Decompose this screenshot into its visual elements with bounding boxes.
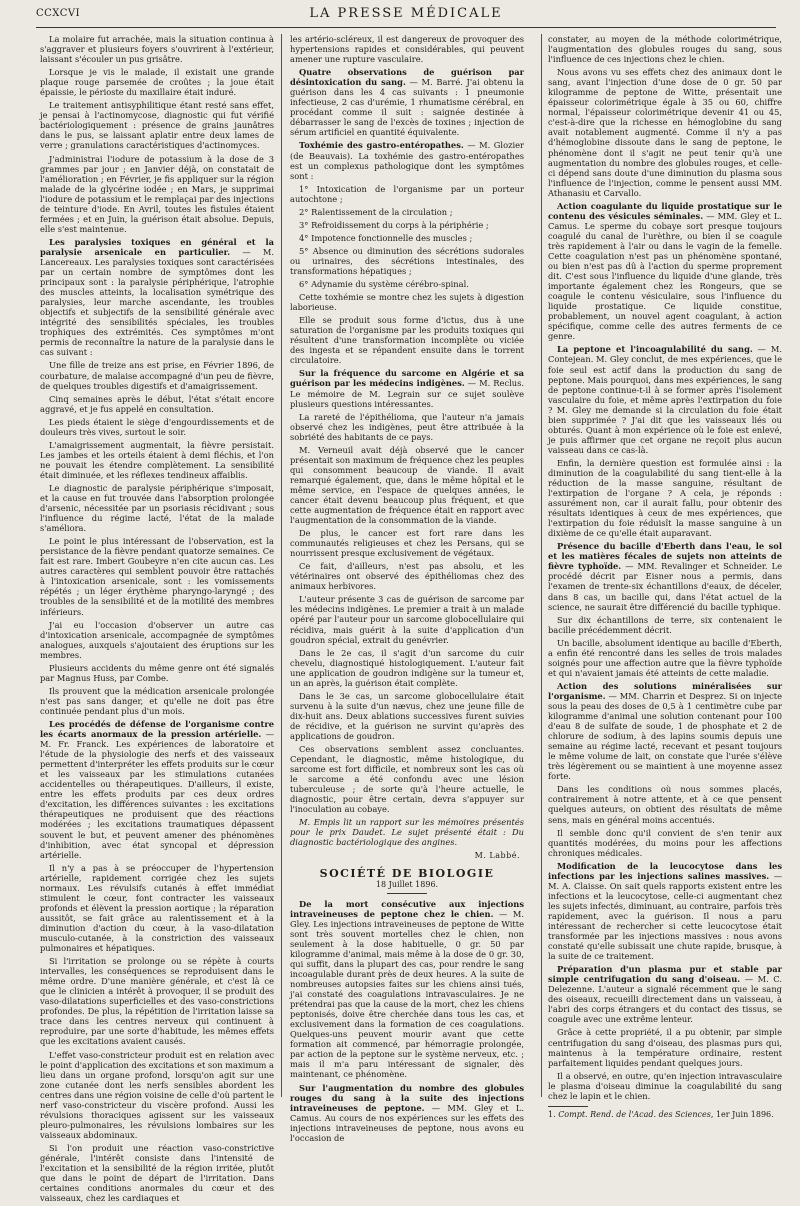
paragraph: [290, 34, 524, 64]
paragraph-text: Lorsque je vis le malade, il existait une grande plaque rouge parsemée de croûtes ; la joue était épaissie, le périoste du maxillaire était induré.: [40, 67, 274, 98]
paragraph: [40, 1143, 274, 1203]
paragraph: [548, 638, 782, 678]
paragraph-text: les artério-scléreux, il est dangereux de provoquer des hypertensions rapides et considérables, qui peuvent amener une rupture vasculaire.: [290, 34, 524, 65]
article-author: — M. Gley.: [290, 908, 524, 929]
paragraph-text: Le point le plus intéressant de l'observation, est la persistance de la fièvre pendant quatorze semaines. Ce fait est rare. Imbert Goubeyre n'en cite aucun cas. Les autres caractères qui semblent pouvoir être rattachés à l'intoxication arsenicale, sont : les vomissements répétés ; un léger érythème pharyngo-laryngé ; des troubles de la sensibilité et de la motilité des membres inférieurs.: [40, 536, 274, 617]
paragraph-text: La molaire fut arrachée, mais la situation continua à s'aggraver et plusieurs foyers s'ouvrirent à l'extérieur, laissant s'écouler un pus grisâtre.: [40, 34, 274, 65]
paragraph-text: Un bacille, absolument identique au bacille d'Eberth, a enfin été rencontré dans les selles de trois malades soignés pour une affection autre que la fièvre typhoïde et qui n'avaient jamais été atteints de cette maladie.: [548, 637, 782, 678]
paragraph: [548, 458, 782, 538]
page-number: CCXCVI: [36, 8, 81, 19]
paragraph-text: Les pieds étaient le siège d'engourdissements et de douleurs très vives, surtout le soir.: [40, 416, 274, 437]
article-author: — M. Lancereaux.: [40, 246, 274, 267]
paragraph: [40, 663, 274, 683]
paragraph: [40, 956, 274, 1046]
paragraph-text: 3° Refroidissement du corps à la périphérie ;: [299, 219, 489, 230]
paragraph-text: Elle se produit sous forme d'ictus, dus à une saturation de l'organisme par les produits toxiques qui résultent d'une transformation incomplète ou viciée des ingesta et se répandent ensuite dans le torrent circulatoire.: [290, 315, 524, 366]
article-author: — M. A. Claisse.: [548, 870, 783, 891]
paragraph-text: 2° Ralentissement de la circulation ;: [299, 206, 453, 217]
article-heading: De la mort consécutive aux injections intraveineuses de peptone chez le chien.: [290, 898, 524, 919]
article-heading: La peptone et l'incoagulabilité du sang.: [557, 344, 753, 355]
article-author: — MM. Gley et L. Camus.: [548, 210, 782, 231]
paragraph-text: La rareté de l'épithélioma, que l'auteur n'a jamais observé chez les indigènes, peut être attribuée à la sobriété des habitants de ce pays.: [290, 411, 524, 442]
paragraph-text: J'ai obtenu la guérison dans les 4 cas suivants : 1 pneumonie infectieuse, 2 cas d'urémie, 1 rhumatisme cérébral, en procédant comme il suit : saignée destinée à débarrasser le sang de l'excès de toxines ; injection de sérum artificiel en quantité équivalente.: [290, 77, 524, 138]
article-author: — MM. Charrin et Desprez.: [605, 690, 727, 701]
society-date: 18 Juillet 1896.: [375, 879, 439, 889]
article-heading: Les procédés de défense de l'organisme contre les écarts anormaux de la pression artérielle.: [40, 719, 274, 740]
paragraph-text: Il n'y a pas à se préoccuper de l'hypertension artérielle, rapidement corrigée chez les sujets normaux. Les révulsifs cutanés à effet immédiat stimulent le cœur, font contracter les vaisseaux profonds et élèvent la pression aortique ; la réparation aussitôt, se fait grâce au ralentissement et à la diminution d'action du cœur, à la vaso-dilatation musculo-cutanée, à la constriction des vaisseaux pulmonaires et hépatiques.: [40, 862, 274, 954]
paragraph: [548, 67, 782, 198]
article-heading: Présence du bacille d'Eberth dans l'eau, le sol et les matières fécales de sujets non atteints de fièvre typhoïde.: [548, 541, 782, 572]
paragraph: [290, 561, 524, 591]
paragraph-text: Les injections intraveineuses de peptone de Witte sont très souvent mortelles chez le chien, non seulement à la dose habituelle, 0 gr. 50 par kilogramme d'animal, mais même à la dose de 0 gr. 30, qui suffit, dans la plupart des cas, pour rendre le sang incoagulable durant près de deux heures. A la suite de nombreuses autopsies faites sur les chiens ainsi tués, j'ai constaté des coagulations intravasculaires. Je ne prétendrai pas que la cause de la mort, chez les chiens peptonisés, doive être cherchée dans tous les cas, et exclusivement dans la formation de ces coagulations. Quelques-uns peuvent mourir avant que cette formation ait commencé, par hémorragie prolongée, par action de la peptone sur le système nerveux, etc. ; mais il m'a paru intéressant de signaler, dès maintenant, ce phénomène.: [290, 918, 524, 1080]
paragraph-text: Le mémoire de M. Legrain sur ce sujet soulève plusieurs questions intéressantes.: [290, 388, 524, 409]
paragraph: [548, 1071, 782, 1101]
paragraph: [290, 648, 524, 688]
paragraph-text: L'auteur présente 3 cas de guérison de sarcome par les médecins indigènes. Le premier a trait à un malade opéré par l'auteur pour un sarcome globocellulaire qui récidiva, mais guérit à la suite d'application d'un goudron spécial, extrait du genévrier.: [290, 594, 524, 645]
paragraph: [548, 784, 782, 824]
society-heading: SOCIÉTÉ DE BIOLOGIE: [319, 866, 495, 880]
paragraph-text: Au cours de nos expériences sur les effets des injections intraveineuses de peptone, nous avons eu l'occasion de: [290, 1112, 524, 1143]
paragraph-text: Le sperme du cobaye sort presque toujours coagulé du canal de l'urèthre, ou bien il se coagule très rapidement à l'air ou dans le vagin de la femelle. Cette coagulation n'est pas un phénomène spontané, ou bien n'est pas dû à l'action du sperme proprement dit. C'est sous l'influence du liquide d'une glande, très importante également chez les Rongeurs, que se coagule le contenu vésiculaire, sous l'influence du liquide prostatique. Ce liquide constitue, probablement, un nouvel agent coagulant, à action spécifique, comme celle des autres ferments de ce genre.: [548, 220, 782, 342]
paragraph-text: Enfin, la dernière question est formulée ainsi : la diminution de la coagulabilité du sang tient-elle à la réduction de la masse sanguine, résultant de l'extirpation de l'organe ? A cela, je réponds : assurément non, car il aurait fallu, pour obtenir des résultats identiques à ceux de mes expériences, que l'extirpation du foie réduisît la masse sanguine à un dixième de ce qu'elle était auparavant.: [548, 457, 782, 539]
paragraph-text: Ils prouvent que la médication arsenicale prolongée n'est pas sans danger, et qu'elle ne doit pas être continuée pendant plus d'un mois.: [40, 685, 274, 716]
article-heading: Modification de la leucocytose dans les infections par les injections salines massives.: [548, 860, 782, 881]
article-author: — MM. Revalinger et Schneider.: [621, 561, 768, 572]
article-heading: Préparation d'un plasma pur et stable par simple centrifugation du sang d'oiseau.: [548, 964, 782, 985]
paragraph-text: Ce fait, d'ailleurs, n'est pas absolu, et les vétérinaires ont observé des épithéliomas chez des animaux herbivores.: [290, 561, 524, 592]
paragraph: [290, 233, 524, 243]
article-heading: Action coagulante du liquide prostatique sur le contenu des vésicules séminales.: [548, 200, 782, 221]
paragraph-text: Si l'irritation se prolonge ou se répète à courts intervalles, les conséquences se reproduisent dans le même ordre. D'une manière générale, et c'est là ce que le clinicien a intérêt à provoquer, il se produit des vaso-dilatations superficielles et des vaso-constrictions profondes. De plus, la répétition de l'irritation laisse sa trace dans les centres nerveux qui continuent à reproduire, par une sorte d'habitude, les mêmes effets que les excitations avaient causés.: [40, 956, 274, 1047]
paragraph-text: Le diagnostic de paralysie périphérique s'imposait, et la cause en fut trouvée dans l'absorption prolongée d'arsenic, nécessitée par un psoriasis récidivant ; sous l'influence du régime lacté, l'état de la malade s'améliora.: [40, 482, 274, 534]
article-author: — MM. Gley et L. Camus.: [290, 1102, 524, 1123]
paragraph: [290, 691, 524, 741]
paragraph: [40, 1050, 274, 1140]
paragraph-text: constater, au moyen de la méthode colorimétrique, l'augmentation des globules rouges du sang, sous l'influence de ces injections chez le chien.: [548, 34, 782, 65]
paragraph: [290, 528, 524, 558]
article-author: — M. Reclus.: [464, 378, 524, 389]
paragraph: [40, 620, 274, 660]
header-rule: [36, 27, 776, 28]
paragraph-text: 5° Absence ou diminution des sécrétions sudorales ou urinaires, des sécrétions intestinales, des transformations hépatiques ;: [290, 245, 524, 276]
paragraph: [290, 184, 524, 204]
page-header: [36, 6, 776, 24]
paragraph: [290, 594, 524, 644]
article-paragraph: [548, 861, 782, 961]
article-author: — M. Barré.: [405, 77, 463, 88]
paragraph-text: Il a observé, en outre, qu'en injection intravasculaire le plasma d'oiseau diminue la coagulabilité du sang chez le lapin et le chien.: [548, 1070, 782, 1101]
article-paragraph: [290, 1083, 524, 1143]
paragraph: [548, 615, 782, 635]
article-paragraph: [548, 201, 782, 342]
paragraph-text: Dans les conditions où nous sommes placés, contrairement à notre attente, et à ce que pensent quelques auteurs, on obtient des résultats de même sens, mais en général moins accentués.: [548, 784, 782, 825]
article-paragraph: [40, 237, 274, 358]
paragraph-text: Le traitement antisyphilitique étant resté sans effet, je pensai à l'actinomycose, diagnostic qui fut vérifié bactériologiquement : présence de grains jaunâtres dans le pus, se laissant aplatir entre deux lames de verre ; granulations caractéristiques d'actinomyces.: [40, 100, 274, 151]
paragraph-text: La toxhémie des gastro-entéropathes est un complexus pathologique dont les symptômes sont :: [290, 150, 524, 181]
paragraph-text: Les paralysies toxiques sont caractérisées par un certain nombre de symptômes dont les principaux sont : la paralysie périphérique, l'atrophie des muscles atteints, la localisation symétrique des paralysies, leur marche ascendante, les troubles objectifs et subjectifs de la sensibilité générale avec intégrité des sensibilités spéciales, les troubles trophiques des extrémités. Ces symptômes m'ont permis de reconnaître la nature de la paralysie dans le cas suivant :: [40, 256, 274, 358]
article-heading: Toxhémie des gastro-entéropathes.: [299, 140, 464, 151]
column-2-society-articles: [290, 899, 524, 1143]
footnote-number: 1.: [548, 1109, 556, 1119]
article-heading: Quatre observations de guérison par désintoxication du sang.: [290, 67, 524, 88]
paragraph: [290, 292, 524, 312]
paragraph: [40, 440, 274, 480]
footnote: [548, 1110, 782, 1120]
article-heading: Action des solutions minéralisées sur l'organisme.: [548, 680, 782, 701]
column-3: [548, 34, 782, 1123]
paragraph-text: Si on injecte sous la peau des doses de 0,5 à 1 centimètre cube par kilogramme d'animal une solution contenant pour 100 d'eau 8 de sulfate de soude, 1 de phosphate et 2 de chlorure de sodium, à des lapins soumis depuis une semaine au régime lacté, recevant et pesant toujours le même volume de lait, on constate que l'urée s'élève très légèrement ou se maintient à une moyenne assez forte.: [548, 690, 782, 782]
paragraph: [290, 817, 524, 847]
paragraph: [40, 360, 274, 390]
column-3-articles: [548, 34, 782, 1101]
paragraph: [290, 246, 524, 276]
paragraph-text: J'ai eu l'occasion d'observer un autre cas d'intoxication arsenicale, accompagnée de symptômes analogues, auxquels s'ajoutaient des éruptions sur les membres.: [40, 619, 274, 660]
article-paragraph: [548, 541, 782, 611]
paragraph-text: Grâce à cette propriété, il a pu obtenir, par simple centrifugation du sang d'oiseau, des plasmas purs qui, maintenus à la température ordinaire, restent parfaitement liquides pendant quelques jours.: [548, 1027, 782, 1068]
paragraph: [290, 220, 524, 230]
paragraph-text: Le procédé décrit par Eisner nous a permis, dans l'examen de trente-six échantillons d'eaux, de déceler, dans 8 cas, un bacille qui, dans l'état actuel de la science, ne saurait être différencié du bacille typhique.: [548, 561, 783, 612]
article-paragraph: [548, 344, 782, 455]
paragraph-text: Dans le 2e cas, il s'agit d'un sarcome du cuir chevelu, diagnostiqué histologiquement. L'auteur fait une application de goudron indigène sur la tumeur et, un an après, la guérison était complète.: [290, 647, 524, 688]
paragraph-text: Les expériences de laboratoire et l'étude de la physiologie des nerfs et des vaisseaux permettent d'interpréter les effets produits sur le cœur et les vaisseaux par les stimulations cutanées accidentelles ou thérapeutiques. D'ailleurs, il existe, entre les effets produits par ces deux ordres d'excitation, les différences suivantes : les excitations thérapeutiques ne produisent que des réactions modérées ; les excitations traumatiques dépassent souvent le but, et peuvent amener des phénomènes d'inhibition, avec état syncopal et dépression artérielle.: [40, 739, 274, 860]
paragraph-text: Une fille de treize ans est prise, en Février 1896, de courbature, de malaise accompagné d'un peu de fièvre, de quelques troubles digestifs et d'amaigrissement.: [40, 360, 274, 391]
article-heading: Les paralysies toxiques en général et la paralysie arsenicale en particulier.: [40, 236, 274, 257]
paragraph: [548, 1027, 782, 1067]
paragraph: [290, 445, 524, 525]
society-rule: [387, 893, 427, 894]
italic-note: M. Empis lit un rapport sur les mémoires présentés pour le prix Daudet. Le sujet présenté était : Du diagnostic bactériologique des angines.: [290, 817, 524, 848]
paragraph: [290, 744, 524, 814]
paragraph: [290, 315, 524, 365]
footnote-source: Compt. Rend. de l'Acad. des Sciences: [558, 1109, 711, 1119]
article-author: — M. C. Delezenne.: [548, 974, 782, 995]
paragraph: [40, 863, 274, 953]
paragraph-text: Cette toxhémie se montre chez les sujets à digestion laborieuse.: [290, 292, 524, 313]
paragraph-text: Dans le 3e cas, un sarcome globocellulaire était survenu à la suite d'un nævus, chez une jeune fille de dix-huit ans. Deux ablations successives furent suivies de récidive, et la guérison ne survint qu'après des applications de goudron.: [290, 690, 524, 741]
paragraph-text: De plus, le cancer est fort rare dans les communautés religieuses et chez les Persans, qui se nourrissent presque exclusivement de végétaux.: [290, 528, 524, 559]
article-heading: Sur l'augmentation du nombre des globules rouges du sang à la suite des injections intraveineuses de peptone.: [290, 1082, 524, 1113]
paragraph: [40, 417, 274, 437]
article-paragraph: [40, 719, 274, 860]
paragraph-text: Il semble donc qu'il convient de s'en tenir aux quantités modérées, du moins pour les affections chroniques médicales.: [548, 827, 782, 858]
paragraph-text: J'administrai l'iodure de potassium à la dose de 3 grammes par jour ; en Janvier déjà, on constatait de l'amélioration ; en Février, je fis appliquer sur la région malade de la glycérine iodée ; en Mars, je supprimai l'iodure de potassium et le remplaçai par des injections de teinture d'iode. En Avril, toutes les fistules étaient fermées ; et en Juin, la guérison était absolue. Depuis, elle s'est maintenue.: [40, 153, 274, 234]
paragraph-text: On sait quels rapports existent entre les infections et la leucocytose, celle-ci augmentant chez les sujets infectés, diminuant, au contraire, parfois très rapidement, avec la guérison. Il nous a paru intéressant de rechercher si cette leucocytose était transformée par les injections massives : nous avons constaté qu'elle subissait une chute rapide, brusque, à la suite de ce traitement.: [548, 880, 782, 962]
paragraph-text: M. Verneuil avait déjà observé que le cancer présentait son maximum de fréquence chez les peuples qui consomment beaucoup de viande. Il avait remarqué également, que, dans le même hôpital et le même service, en l'espace de quelques années, le cancer était devenu beaucoup plus fréquent, et que cette augmentation de fréquence était en rapport avec l'augmentation de la consommation de la viande.: [290, 444, 524, 526]
paragraph: [40, 67, 274, 97]
paragraph: [290, 412, 524, 442]
article-author: — M. Fr. Franck.: [40, 729, 274, 750]
paragraph-text: Sur dix échantillons de terre, six contenaient le bacille précédemment décrit.: [548, 614, 782, 635]
paragraph-text: L'auteur a signalé récemment que le sang des oiseaux, recueilli directement dans un vaisseau, à l'abri des corps étrangers et du contact des tissus, se coagule avec une extrême lenteur.: [548, 984, 782, 1025]
paragraph-text: Nous avons vu ses effets chez des animaux dont le sang, avant l'injection d'une dose de 0 gr. 50 par kilogramme de peptone de Witte, présentait une épaisseur colorimétrique égale à 35 ou 60, chiffre normal, l'épaisseur colorimétrique devenir 41 ou 45, c'est-à-dire que la richesse en hémoglobine du sang avait notablement augmenté. Comme il n'y a pas d'hémoglobine dissoute dans le sang de peptone, le phénomène dont il s'agit ne peut tenir qu'à une augmentation du nombre des globules rouges, et celle-ci dépend sans doute d'une diminution du plasma sous l'influence de l'injection, comme le pensent aussi MM. Athanasiu et Carvallo.: [548, 67, 782, 198]
paragraph-text: 6° Adynamie du système cérébro-spinal.: [299, 279, 469, 290]
footnote-rule: [548, 1106, 588, 1107]
paragraph: [548, 828, 782, 858]
paragraph-text: L'amaigrissement augmentait, la fièvre persistait. Les jambes et les orteils étaient à demi fléchis, et l'on ne pouvait les étendre complètement. La sensibilité était diminuée, et les réflexes tendineux affaiblis.: [40, 439, 274, 480]
paragraph: [40, 686, 274, 716]
footnote-date: , 1er Juin 1896.: [710, 1109, 774, 1119]
article-paragraph: [290, 140, 524, 180]
paragraph: [40, 483, 274, 533]
paragraph: [548, 34, 782, 64]
article-paragraph: [290, 67, 524, 137]
article-author: — M. Glozier (de Beauvais).: [290, 140, 524, 161]
paragraph: [40, 154, 274, 234]
column-2-articles: [290, 34, 524, 848]
running-title: LA PRESSE MÉDICALE: [309, 6, 503, 21]
column-divider-2: [541, 34, 542, 1097]
article-heading: Sur la fréquence du sarcome en Algérie et sa guérison par les médecins indigènes.: [290, 368, 524, 389]
article-paragraph: [548, 964, 782, 1024]
paragraph: [290, 279, 524, 289]
column-2: [290, 34, 524, 1146]
article-author: — M. Contejean.: [548, 344, 782, 365]
paragraph-text: Ces observations semblent assez concluantes. Cependant, le diagnostic, même histologique, du sarcome est fort difficile, et nombreux sont les cas où le sarcome a été confondu avec une lésion tuberculeuse ; de sorte qu'à l'heure actuelle, le diagnostic, pour être certain, devra s'appuyer sur l'inoculation au cobaye.: [290, 744, 524, 815]
paragraph: [290, 207, 524, 217]
article-paragraph: [290, 899, 524, 1080]
paragraph-text: Plusieurs accidents du même genre ont été signalés par Magnus Huss, par Combe.: [40, 662, 274, 683]
paragraph: [40, 536, 274, 616]
article-paragraph: [548, 681, 782, 781]
column-divider-1: [281, 34, 282, 1097]
column-1: [40, 34, 274, 1206]
paragraph-text: Cinq semaines après le début, l'état s'était encore aggravé, et je fus appelé en consultation.: [40, 393, 274, 414]
paragraph-text: L'effet vaso-constricteur produit est en relation avec le point d'application des excitations et son maximum a lieu dans un organe profond, lorsqu'on agit sur une zone cutanée dont les nerfs sensibles abordent les centres dans une région voisine de celle d'où partent le nerf vaso-constricteur du viscère profond. Aussi les révulsions thoraciques agissent sur les vaisseaux pleuro-pulmonaires, les révulsions lombaires sur les vaisseaux abdominaux.: [40, 1049, 274, 1140]
paragraph: [40, 34, 274, 64]
paragraph-text: 4° Impotence fonctionnelle des muscles ;: [299, 232, 473, 243]
paragraph-text: Si l'on produit une réaction vaso-constrictive générale, l'intérêt consiste dans l'intensité de l'excitation et la sensibilité de la région irritée, plutôt que dans le point de départ de l'irritation. Dans certaines conditions anormales du cœur et des vaisseaux, chez les cardiaques et: [40, 1142, 274, 1204]
paragraph-text: M. Gley conclut, de mes expériences, que le foie seul est actif dans la production du sang de peptone. Mais pourquoi, dans mes expériences, le sang de peptone continue-t-il à se former après l'isolement vasculaire du foie, et même après l'extirpation du foie ? M. Gley me demande si la circulation du foie était bien supprimée ? J'ai dit que les vaisseaux liés ou obturés. Quant à mon expérience où le foie est enlevé, je puis affirmer que cet organe ne reçoit plus aucun vaisseau dans ce cas-là.: [548, 354, 782, 455]
article-signature: M. Labbé.: [474, 850, 520, 860]
article-paragraph: [290, 368, 524, 408]
paragraph: [40, 394, 274, 414]
paragraph: [40, 100, 274, 150]
paragraph-text: 1° Intoxication de l'organisme par un porteur autochtone ;: [290, 183, 524, 204]
